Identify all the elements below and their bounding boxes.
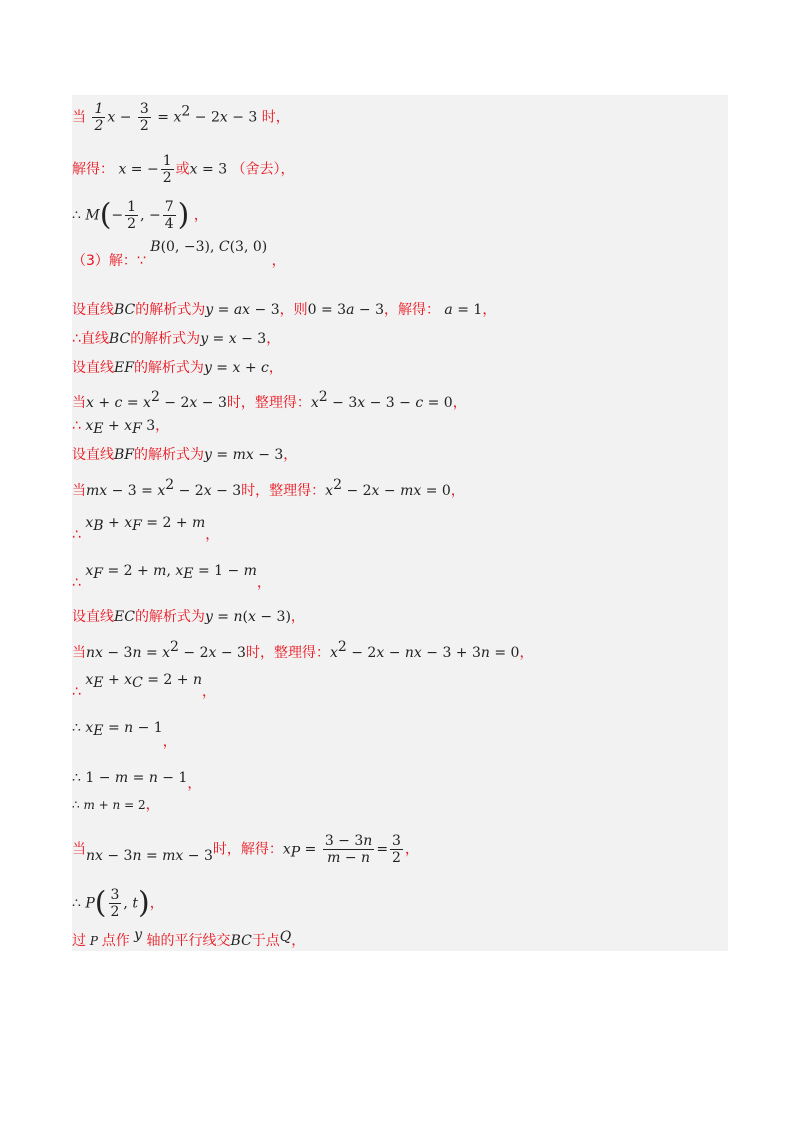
line-19: ∴ m + n = 2， [72,797,160,813]
line-13: ∴ $x_F = 2 + m$, $x_E = 1 - m$， [72,563,271,591]
solution-panel [72,95,728,951]
line-5: 设直线BC的解析式为y = ax − 3，则0 = 3a − 3，解得： a = 1， [72,302,497,318]
line-14: 设直线EC的解析式为y = n(x − 3)， [72,609,305,625]
line-21: ∴ P( $\frac{3}{2}$ , t)， [72,885,164,921]
line-7: 设直线EF的解析式为y = x + c， [72,360,283,376]
line-11: 当mx − $3 = x^2 - 2x - 3$时，整理得：$x^2 - 2x$ − mx = 0， [72,477,465,499]
line-20: 当nx − 3n = mx − 3时，解得：$x_P$ = $\frac{3 - 3n}{m - n}$ = $\frac{3}{2}$ ， [72,833,419,866]
line-22: 过 P 点作 y 轴的平行线交BC于点Q， [72,927,306,949]
line-15: 当nx − $3n = x^2 - 2x - 3$时，整理得：$x^2 - 2x$ − nx − 3 + 3n = 0， [72,639,534,661]
line-2: 解得： x = − $\frac{1}{2}$ 或x = 3 （舍去）， [72,153,295,186]
line-12: ∴ $x_B + x_F = 2 + m$， [72,515,220,543]
line-4: （3）解：∵ B(0, −3), C(3, 0) ， [72,239,286,269]
line-17: ∴ $x_E = n - 1$， [72,720,177,750]
line-3: ∴ M(− $\frac{1}{2}$ , − $\frac{7}{4}$ ) ， [72,197,208,233]
line-1: 当 $\frac{1}{2}$ x − $\frac{3}{2}$ = $x^2 - 2x - 3$ 时， [72,101,290,134]
line-6: ∴直线BC的解析式为y = x − 3， [72,331,281,347]
line-9: ∴ $x_E + x_F$ 3， [72,418,170,437]
line-18: ∴ 1 − m = n − 1， [72,770,202,792]
line-10: 设直线BF的解析式为y = mx − 3， [72,447,298,463]
line-8: 当$x + c = x^2 - 2x - 3$时，整理得：$x^2 - 3x - 3 - c = 0$， [72,389,467,411]
line-16: ∴ $x_E + x_C = 2 + n$， [72,672,216,700]
